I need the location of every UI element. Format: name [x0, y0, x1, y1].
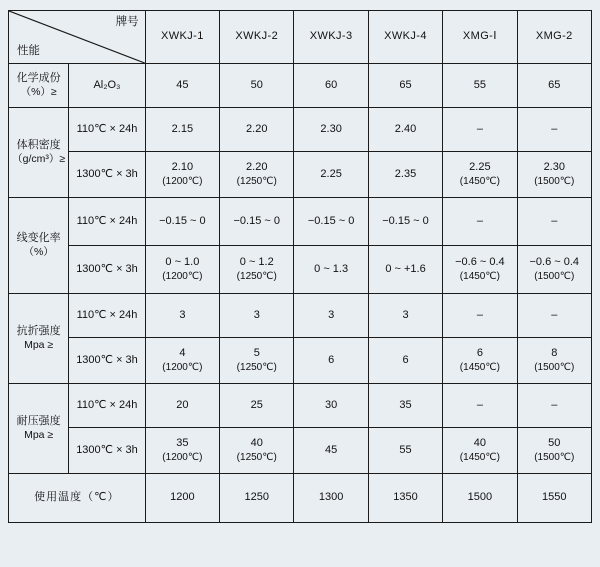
brand-header-3: XWKJ-3 — [294, 11, 368, 64]
cell-value: – — [517, 108, 591, 152]
cell-value: 6 — [368, 338, 442, 384]
cell-note: (1500℃) — [534, 451, 575, 463]
table-row — [9, 108, 592, 152]
cell-main: 2.20 — [246, 160, 268, 173]
cell-value — [517, 428, 591, 474]
cell-value: 65 — [368, 64, 442, 108]
cell-note: (1250℃) — [236, 270, 277, 282]
cell-value — [517, 152, 591, 198]
cell-value — [145, 152, 219, 198]
table-row — [9, 384, 592, 428]
row-label-line1: 化学成份 — [16, 71, 61, 84]
cell-value — [220, 428, 294, 474]
cell-note: (1200℃) — [162, 270, 203, 282]
cell-value: 65 — [517, 64, 591, 108]
cell-note: (1200℃) — [162, 451, 203, 463]
cell-note: (1450℃) — [459, 451, 500, 463]
header-property-label: 性能 — [17, 44, 40, 57]
brand-header-5: XMG-Ⅰ — [443, 11, 517, 64]
row-condition: 1300℃ × 3h — [69, 338, 145, 384]
cell-value: 2.30 — [294, 108, 368, 152]
cell-main: 0 ~ 1.2 — [239, 255, 274, 268]
cell-value: 3 — [220, 294, 294, 338]
cell-value — [220, 338, 294, 384]
cell-value: 50 — [220, 64, 294, 108]
row-label-line1: 线变化率 — [16, 231, 61, 244]
cell-value: – — [517, 198, 591, 246]
row-label-line2: Mpa ≥ — [24, 338, 54, 351]
cell-value: −0.15 ~ 0 — [294, 198, 368, 246]
cell-value — [220, 152, 294, 198]
brand-header-6: XMG-2 — [517, 11, 591, 64]
brand-header-4: XWKJ-4 — [368, 11, 442, 64]
footer-value: 1200 — [145, 474, 219, 523]
row-condition: 110℃ × 24h — [69, 108, 145, 152]
table-row — [9, 246, 592, 294]
row-condition: Al₂O₃ — [69, 64, 145, 108]
cell-value: 6 — [294, 338, 368, 384]
cell-value: −0.15 ~ 0 — [145, 198, 219, 246]
cell-value: 0 ~ +1.6 — [368, 246, 442, 294]
cell-value: 60 — [294, 64, 368, 108]
cell-main: 35 — [176, 436, 189, 449]
cell-main: 4 — [179, 346, 186, 359]
cell-main: 50 — [548, 436, 561, 449]
cell-value: 55 — [443, 64, 517, 108]
table-footer-row — [9, 474, 592, 523]
row-label-linear-change — [9, 198, 69, 294]
cell-value — [443, 246, 517, 294]
specification-table — [8, 10, 592, 523]
cell-main: 40 — [473, 436, 486, 449]
cell-note: (1200℃) — [162, 175, 203, 187]
cell-value: – — [443, 198, 517, 246]
cell-value — [145, 338, 219, 384]
cell-main: 2.10 — [171, 160, 194, 173]
table-row — [9, 64, 592, 108]
footer-value: 1250 — [220, 474, 294, 523]
cell-value — [517, 338, 591, 384]
cell-value — [145, 246, 219, 294]
cell-note: (1500℃) — [534, 175, 575, 187]
cell-note: (1500℃) — [534, 361, 575, 373]
cell-main: −0.6 ~ 0.4 — [455, 255, 505, 268]
cell-value: 2.15 — [145, 108, 219, 152]
footer-value: 1550 — [517, 474, 591, 523]
table-header-row — [9, 11, 592, 64]
row-label-line2: （g/cm³）≥ — [12, 152, 66, 165]
cell-value — [443, 428, 517, 474]
row-label-line2: Mpa ≥ — [24, 428, 54, 441]
table-row — [9, 428, 592, 474]
cell-note: (1250℃) — [236, 451, 277, 463]
footer-value: 1300 — [294, 474, 368, 523]
cell-value: 25 — [220, 384, 294, 428]
cell-note: (1250℃) — [236, 361, 277, 373]
brand-header-2: XWKJ-2 — [220, 11, 294, 64]
cell-main: 40 — [250, 436, 263, 449]
row-condition: 110℃ × 24h — [69, 198, 145, 246]
cell-main: 8 — [551, 346, 558, 359]
cell-value: 55 — [368, 428, 442, 474]
cell-main: 5 — [253, 346, 260, 359]
cell-main: 6 — [476, 346, 483, 359]
cell-value: 0 ~ 1.3 — [294, 246, 368, 294]
cell-value: 45 — [294, 428, 368, 474]
cell-value — [145, 428, 219, 474]
cell-value — [220, 246, 294, 294]
cell-value: 35 — [368, 384, 442, 428]
cell-note: (1250℃) — [236, 175, 277, 187]
footer-value: 1500 — [443, 474, 517, 523]
cell-value: 2.35 — [368, 152, 442, 198]
cell-value: 3 — [368, 294, 442, 338]
header-brand-label: 牌号 — [115, 16, 139, 28]
header-corner-cell — [9, 11, 146, 64]
cell-value: – — [517, 384, 591, 428]
cell-value: – — [443, 294, 517, 338]
table-row — [9, 338, 592, 384]
cell-value — [443, 338, 517, 384]
row-label-bulk-density — [9, 108, 69, 198]
table-row — [9, 294, 592, 338]
cell-main: 2.30 — [543, 160, 565, 173]
cell-value: −0.15 ~ 0 — [368, 198, 442, 246]
row-label-chemical — [9, 64, 69, 108]
row-condition: 1300℃ × 3h — [69, 152, 145, 198]
cell-value: 45 — [145, 64, 219, 108]
row-condition: 1300℃ × 3h — [69, 428, 145, 474]
cell-value: 2.20 — [220, 108, 294, 152]
cell-note: (1500℃) — [534, 270, 575, 282]
cell-value: 2.40 — [368, 108, 442, 152]
cell-value: 20 — [145, 384, 219, 428]
footer-label: 使用温度（℃） — [9, 474, 146, 523]
row-label-line1: 耐压强度 — [16, 414, 61, 427]
cell-value — [517, 246, 591, 294]
cell-note: (1450℃) — [459, 175, 500, 187]
cell-value: −0.15 ~ 0 — [220, 198, 294, 246]
cell-value: 2.25 — [294, 152, 368, 198]
table-row — [9, 152, 592, 198]
cell-note: (1200℃) — [162, 361, 203, 373]
cell-value — [443, 152, 517, 198]
row-condition: 1300℃ × 3h — [69, 246, 145, 294]
cell-main: 2.25 — [469, 160, 491, 173]
footer-value: 1350 — [368, 474, 442, 523]
brand-header-1: XWKJ-1 — [145, 11, 219, 64]
cell-value: – — [443, 384, 517, 428]
cell-main: 0 ~ 1.0 — [165, 255, 200, 268]
row-label-line1: 抗折强度 — [16, 324, 61, 337]
row-condition: 110℃ × 24h — [69, 384, 145, 428]
row-label-flexural-strength — [9, 294, 69, 384]
row-label-line1: 体积密度 — [16, 138, 61, 151]
cell-value: 3 — [145, 294, 219, 338]
cell-value: 30 — [294, 384, 368, 428]
cell-main: −0.6 ~ 0.4 — [529, 255, 580, 268]
cell-value: – — [517, 294, 591, 338]
row-label-line2: （%） — [23, 245, 54, 258]
cell-note: (1450℃) — [459, 361, 500, 373]
table-row — [9, 198, 592, 246]
cell-note: (1450℃) — [459, 270, 500, 282]
row-condition: 110℃ × 24h — [69, 294, 145, 338]
row-label-line2: （%）≥ — [20, 85, 57, 98]
cell-value: 3 — [294, 294, 368, 338]
row-label-compressive-strength — [9, 384, 69, 474]
cell-value: – — [443, 108, 517, 152]
